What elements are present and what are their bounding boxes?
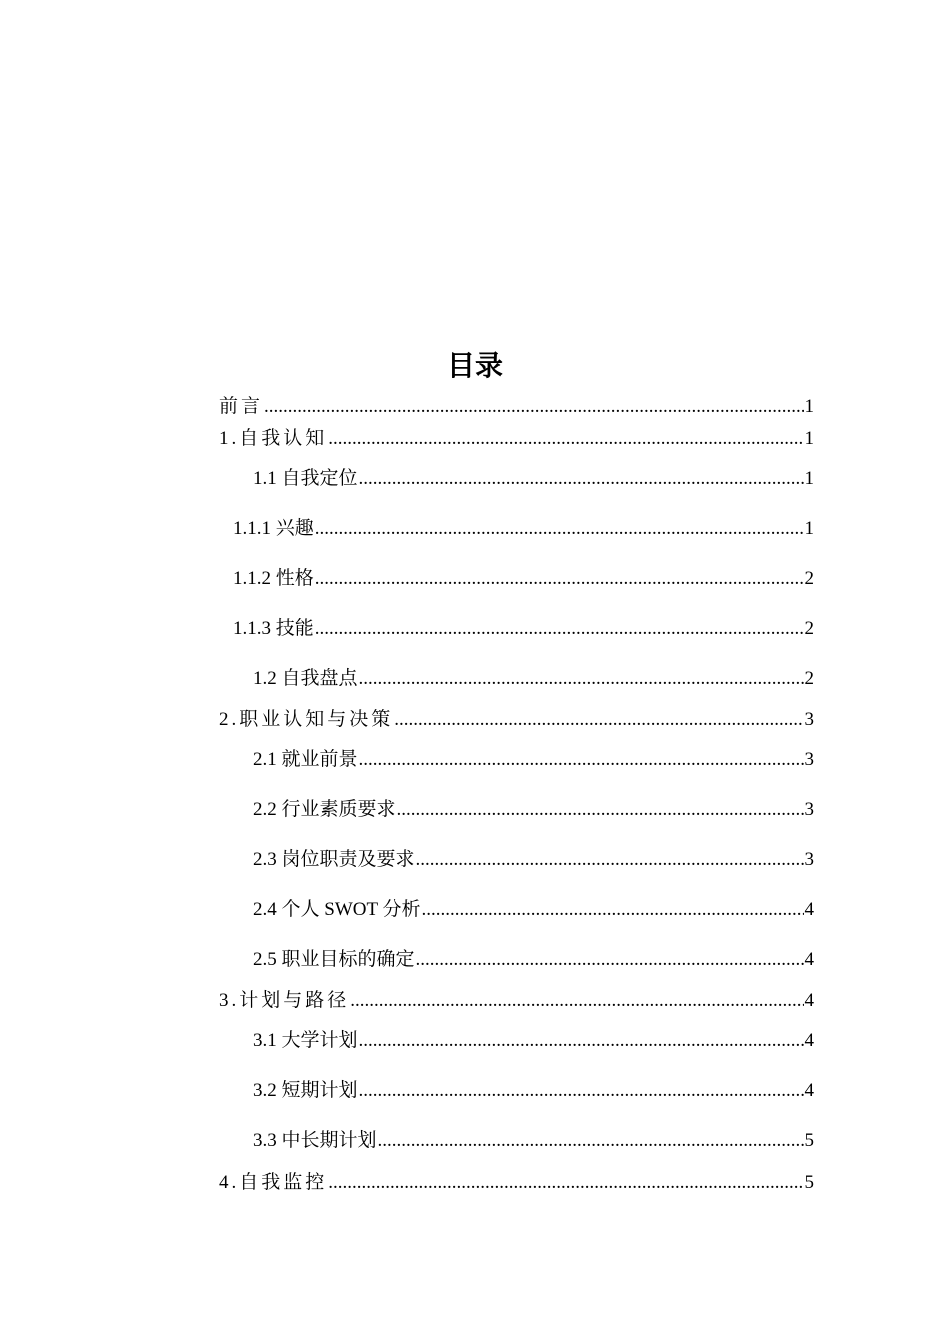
toc-leader-dots <box>350 988 803 1014</box>
toc-entry-label: 2.职业认知与决策 <box>219 709 394 730</box>
toc-entry-1-1-3[interactable] <box>233 616 814 642</box>
toc-entry-label: 1.1.1 兴趣 <box>233 518 314 539</box>
toc-page-number: 3 <box>804 709 814 730</box>
toc-entry-2[interactable] <box>219 707 814 733</box>
toc-page-number: 4 <box>804 949 814 970</box>
toc-leader-dots <box>315 616 804 642</box>
toc-entry-label: 2.3 岗位职责及要求 <box>253 849 415 870</box>
toc-leader-dots <box>416 947 804 973</box>
toc-entry-label: 3.计划与路径 <box>219 990 350 1011</box>
toc-entry-label: 3.3 中长期计划 <box>253 1130 377 1151</box>
toc-leader-dots <box>416 847 804 873</box>
toc-entry-label: 2.2 行业素质要求 <box>253 799 396 820</box>
toc-page-number: 3 <box>804 849 814 870</box>
toc-entry-label: 前言 <box>219 396 264 417</box>
toc-leader-dots <box>328 1170 803 1196</box>
toc-page-number: 1 <box>804 468 814 489</box>
toc-page-number: 3 <box>804 799 814 820</box>
toc-entry-1-1-2[interactable] <box>233 566 814 592</box>
toc-title: 目录 <box>446 349 503 382</box>
toc-leader-dots <box>359 747 804 773</box>
toc-leader-dots <box>359 666 804 692</box>
toc-entry-label: 1.1.3 技能 <box>233 618 314 639</box>
toc-entry-label: 2.1 就业前景 <box>253 749 358 770</box>
toc-page-number: 2 <box>804 568 814 589</box>
toc-entry-3[interactable] <box>219 988 814 1014</box>
toc-page-number: 3 <box>804 749 814 770</box>
toc-entry-label: 1.自我认知 <box>219 428 328 449</box>
toc-page-number: 2 <box>804 668 814 689</box>
toc-page-number: 1 <box>804 428 814 449</box>
toc-entry-4[interactable] <box>219 1170 814 1196</box>
toc-entry-preface[interactable] <box>219 394 814 420</box>
toc-entry-3-3[interactable] <box>253 1128 814 1154</box>
toc-page-number: 5 <box>804 1130 814 1151</box>
toc-page-number: 5 <box>804 1172 814 1193</box>
toc-leader-dots <box>315 516 804 542</box>
toc-entry-3-2[interactable] <box>253 1078 814 1104</box>
toc-entry-1-1-1[interactable] <box>233 516 814 542</box>
toc-page-number: 1 <box>804 396 814 417</box>
toc-leader-dots <box>359 466 804 492</box>
toc-entry-2-1[interactable] <box>253 747 814 773</box>
toc-entry-label: 4.自我监控 <box>219 1172 328 1193</box>
toc-page-number: 4 <box>804 899 814 920</box>
toc-entry-2-3[interactable] <box>253 847 814 873</box>
toc-leader-dots <box>328 426 803 452</box>
toc-leader-dots <box>397 797 804 823</box>
toc-leader-dots <box>359 1078 804 1104</box>
toc-page-number: 1 <box>804 518 814 539</box>
toc-entry-label: 1.1.2 性格 <box>233 568 314 589</box>
toc-entry-1-2[interactable] <box>253 666 814 692</box>
toc-page-number: 4 <box>804 1080 814 1101</box>
toc-entry-label: 3.1 大学计划 <box>253 1030 358 1051</box>
toc-entry-label: 1.2 自我盘点 <box>253 668 358 689</box>
toc-entry-label: 1.1 自我定位 <box>253 468 358 489</box>
toc-leader-dots <box>315 566 804 592</box>
toc-entry-1[interactable] <box>219 426 814 452</box>
toc-entry-label: 2.5 职业目标的确定 <box>253 949 415 970</box>
toc-leader-dots <box>264 394 803 420</box>
toc-leader-dots <box>421 897 803 923</box>
toc-page-number: 4 <box>804 990 814 1011</box>
toc-leader-dots <box>359 1028 804 1054</box>
toc-entry-3-1[interactable] <box>253 1028 814 1054</box>
toc-entry-1-1[interactable] <box>253 466 814 492</box>
toc-page-number: 2 <box>804 618 814 639</box>
toc-entry-label: 3.2 短期计划 <box>253 1080 358 1101</box>
toc-entry-2-5[interactable] <box>253 947 814 973</box>
toc-leader-dots <box>378 1128 804 1154</box>
toc-entry-label: 2.4 个人 SWOT 分析 <box>253 899 421 920</box>
toc-page-number: 4 <box>804 1030 814 1051</box>
toc-leader-dots <box>394 707 803 733</box>
toc-entry-2-2[interactable] <box>253 797 814 823</box>
toc-entry-2-4[interactable] <box>253 897 814 923</box>
